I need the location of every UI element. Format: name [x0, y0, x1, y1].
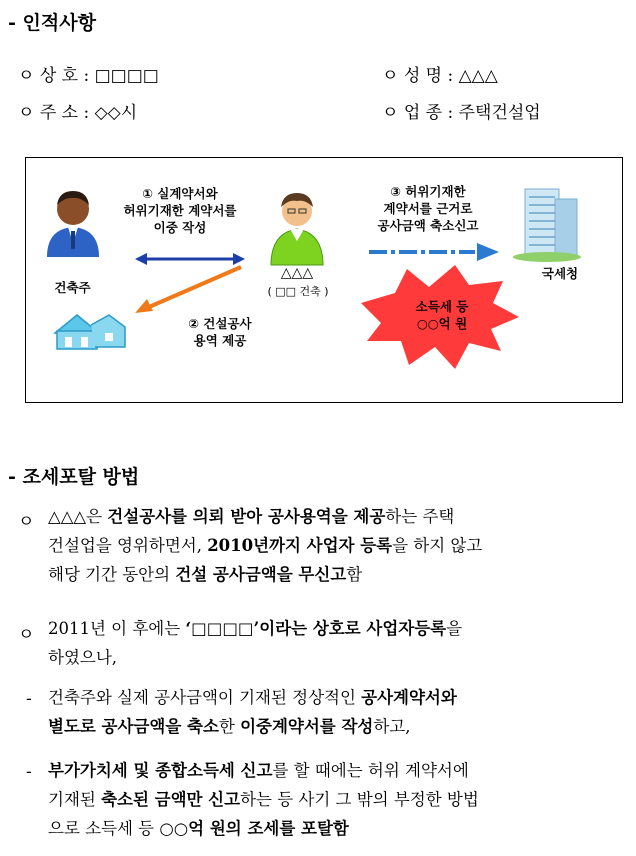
p2-bullet: ㅇ: [18, 625, 35, 645]
arrow-dual-contract: [135, 253, 245, 265]
contractor-label: △△△: [280, 265, 314, 281]
contractor-sublabel: ( □□ 건축 ): [267, 285, 329, 298]
p1-bullet: ㅇ: [18, 512, 35, 532]
paragraph-3: 건축주와 실제 공사금액이 기재된 정상적인 공사계약서와 별도로 공사금액을 축소한 이중계약서를 작성하고,: [48, 688, 457, 736]
arrow-construction-service: [135, 267, 241, 313]
client-label: 건축주: [54, 280, 91, 295]
p4-bullet: -: [26, 762, 32, 782]
p3-bullet: -: [26, 689, 32, 709]
step3-caption: ③ 허위기재한 계약서를 근거로 공사금액 축소신고: [377, 184, 479, 233]
paragraph-4: 부가가치세 및 종합소득세 신고를 할 때에는 허위 계약서에 기재된 축소된 금액만 신고하는 등 사기 그 밖의 부정한 방법 으로 소득세 등 ○○억 원의 조세를 포탈함: [48, 761, 479, 838]
field-address: ㅇ 주 소 : ◇◇시: [18, 103, 138, 123]
paragraph-1: △△△은 건설공사를 의뢰 받아 공사용역을 제공하는 주택 건설업을 영위하면서, 2010년까지 사업자 등록을 하지 않고 해당 기간 동안의 건설 공사금액을 무신고함: [48, 507, 483, 584]
section1-heading: - 인적사항: [8, 12, 96, 34]
house-icon: [55, 315, 125, 349]
tax-office-building-icon: [513, 189, 581, 262]
field-name: ㅇ 성 명 : △△△: [382, 66, 498, 86]
burst-text: 소득세 등 ○○억 원: [415, 299, 469, 331]
client-person-icon: [47, 191, 99, 257]
tax-office-label: 국세청: [541, 266, 579, 281]
step1-caption: ① 실계약서와 허위기재한 계약서를 이중 작성: [123, 186, 237, 235]
field-trade-name: ㅇ 상 호 : □□□□: [18, 66, 159, 86]
contractor-person-icon: [271, 193, 323, 265]
paragraph-2: 2011년 이 후에는 ‘□□□□’이라는 상호로 사업자등록을 하였으나,: [48, 619, 463, 667]
step2-caption: ② 건설공사 용역 제공: [188, 316, 252, 348]
arrow-underreport: [369, 243, 499, 261]
section2-heading: - 조세포탈 방법: [8, 466, 140, 488]
field-business: ㅇ 업 종 : 주택건설업: [382, 103, 541, 123]
